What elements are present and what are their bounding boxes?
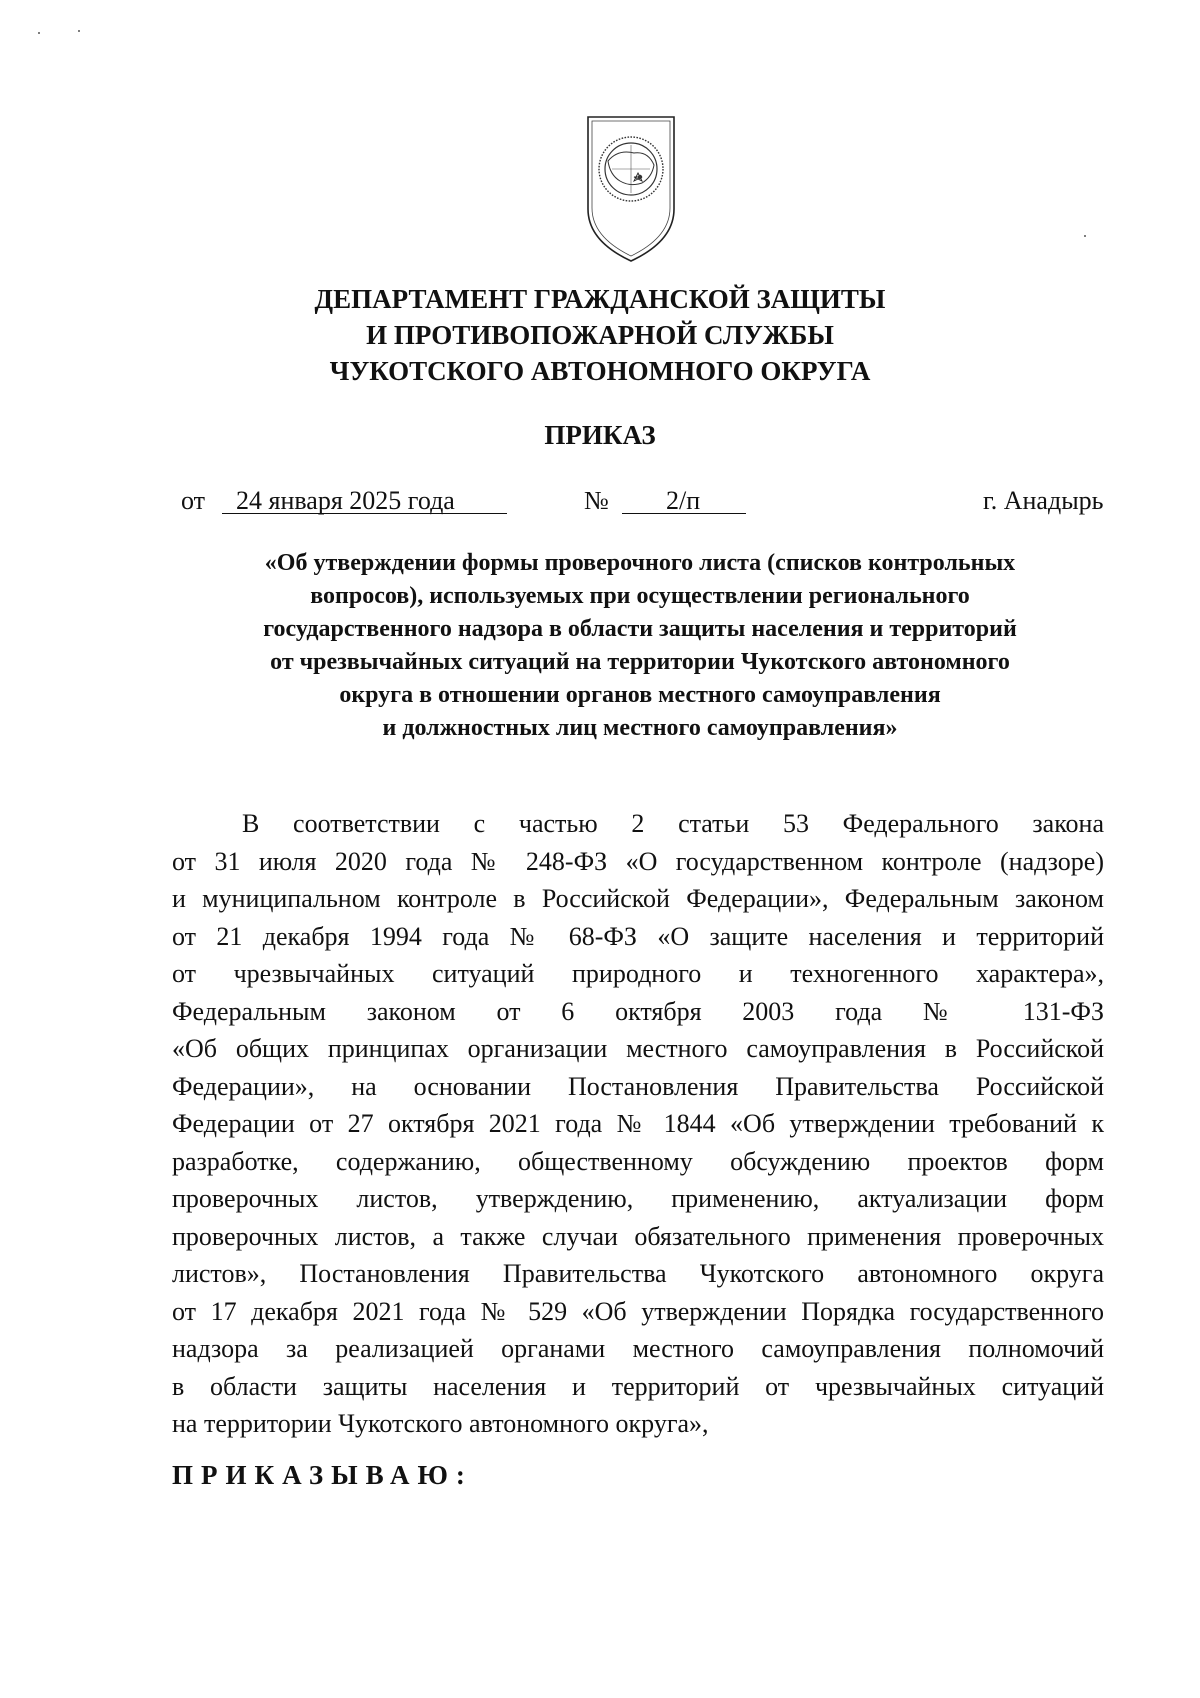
body-line: Федерации», на основании Постановления Правительства Российской (172, 1071, 1104, 1101)
subject-line: вопросов), используемых при осуществлении регионального (310, 583, 970, 609)
department-title (150, 281, 1050, 389)
body-line: от 31 июля 2020 года № 248-ФЗ «О государственном контроле (надзоре) (172, 846, 1104, 876)
body-line: В соответствии с частью 2 статьи 53 Федерального закона (242, 809, 1104, 838)
department-line: И ПРОТИВОПОЖАРНОЙ СЛУЖБЫ (366, 320, 834, 350)
number-prefix: № (584, 486, 609, 515)
department-line: ЧУКОТСКОГО АВТОНОМНОГО ОКРУГА (329, 356, 871, 386)
body-line: Федерации от 27 октября 2021 года № 1844 «Об утверждении требований к (172, 1109, 1104, 1138)
document-date: 24 января 2025 года (236, 486, 455, 515)
body-line: «Об общих принципах организации местного самоуправления в Российской (172, 1034, 1104, 1063)
document-city: г. Анадырь (983, 486, 1104, 515)
scan-speck (38, 32, 40, 34)
document-subject (160, 547, 1120, 745)
body-line: от чрезвычайных ситуаций природного и техногенного характера», (172, 959, 1104, 988)
body-line: от 21 декабря 1994 года № 68-ФЗ «О защите населения и территорий (172, 921, 1104, 951)
body-line: на территории Чукотского автономного округа», (172, 1409, 709, 1438)
subject-line: «Об утверждении формы проверочного листа (списков контрольных (264, 550, 1016, 576)
body-line: и муниципальном контроле в Российской Федерации», Федеральным законом (172, 884, 1104, 913)
body-line: листов», Постановления Правительства Чукотского автономного округа (172, 1259, 1104, 1288)
date-prefix: от (181, 486, 206, 515)
scan-speck (1084, 235, 1086, 237)
body-line: надзора за реализацией органами местного самоуправления полномочий (172, 1334, 1104, 1363)
subject-line: и должностных лиц местного самоуправления» (382, 715, 898, 741)
subject-line: округа в отношении органов местного самоуправления (339, 682, 941, 708)
body-line: в области защиты населения и территорий от чрезвычайных ситуаций (172, 1371, 1104, 1401)
body-line: разработке, содержанию, общественному обсуждению проектов форм (172, 1146, 1104, 1176)
subject-line: от чрезвычайных ситуаций на территории Чукотского автономного (270, 649, 1010, 675)
department-line: ДЕПАРТАМЕНТ ГРАЖДАНСКОЙ ЗАЩИТЫ (314, 284, 886, 314)
preamble-paragraph (172, 805, 1104, 1443)
coat-of-arms-emblem (582, 113, 680, 265)
body-line: проверочных листов, а также случаи обязательного применения проверочных (172, 1221, 1104, 1251)
scan-speck (78, 30, 80, 32)
body-line: Федеральным законом от 6 октября 2003 года № 131-ФЗ (172, 996, 1104, 1026)
body-line: проверочных листов, утверждению, применению, актуализации форм (172, 1184, 1104, 1213)
document-meta-row (0, 483, 1200, 519)
document-number: 2/п (666, 486, 701, 515)
body-line: от 17 декабря 2021 года № 529 «Об утверждении Порядка государственного (172, 1296, 1104, 1326)
shield-emblem-icon (582, 113, 680, 265)
order-directive-heading: ПРИКАЗЫВАЮ: (172, 1460, 473, 1490)
subject-line: государственного надзора в области защиты населения и территорий (263, 616, 1017, 642)
document-type-heading: ПРИКАЗ (544, 420, 656, 450)
